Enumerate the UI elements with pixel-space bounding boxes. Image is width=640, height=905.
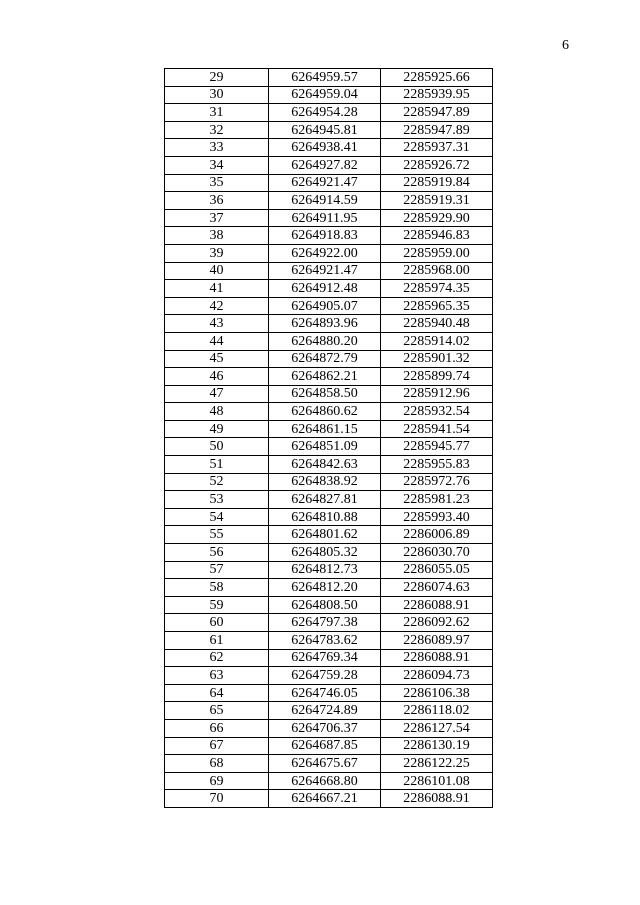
table-row	[165, 297, 493, 315]
x-coordinate-cell: 6264893.96	[269, 315, 381, 333]
table-row	[165, 579, 493, 597]
point-number-cell: 59	[165, 596, 269, 614]
x-coordinate-cell: 6264687.85	[269, 737, 381, 755]
point-number-cell: 67	[165, 737, 269, 755]
x-coordinate-cell: 6264860.62	[269, 403, 381, 421]
y-coordinate-cell: 2286094.73	[381, 667, 493, 685]
point-number-cell: 58	[165, 579, 269, 597]
y-coordinate-cell: 2285925.66	[381, 69, 493, 87]
x-coordinate-cell: 6264959.57	[269, 69, 381, 87]
x-coordinate-cell: 6264783.62	[269, 632, 381, 650]
table-row	[165, 755, 493, 773]
point-number-cell: 42	[165, 297, 269, 315]
y-coordinate-cell: 2285959.00	[381, 244, 493, 262]
point-number-cell: 61	[165, 632, 269, 650]
y-coordinate-cell: 2286101.08	[381, 772, 493, 790]
point-number-cell: 63	[165, 667, 269, 685]
y-coordinate-cell: 2285914.02	[381, 332, 493, 350]
y-coordinate-cell: 2286127.54	[381, 719, 493, 737]
table-row	[165, 104, 493, 122]
y-coordinate-cell: 2285901.32	[381, 350, 493, 368]
x-coordinate-cell: 6264938.41	[269, 139, 381, 157]
y-coordinate-cell: 2285939.95	[381, 86, 493, 104]
table-row	[165, 667, 493, 685]
x-coordinate-cell: 6264812.20	[269, 579, 381, 597]
x-coordinate-cell: 6264668.80	[269, 772, 381, 790]
point-number-cell: 39	[165, 244, 269, 262]
point-number-cell: 68	[165, 755, 269, 773]
y-coordinate-cell: 2286088.91	[381, 790, 493, 808]
point-number-cell: 66	[165, 719, 269, 737]
x-coordinate-cell: 6264918.83	[269, 227, 381, 245]
point-number-cell: 31	[165, 104, 269, 122]
point-number-cell: 47	[165, 385, 269, 403]
y-coordinate-cell: 2285968.00	[381, 262, 493, 280]
point-number-cell: 51	[165, 456, 269, 474]
point-number-cell: 62	[165, 649, 269, 667]
x-coordinate-cell: 6264827.81	[269, 491, 381, 509]
table-row	[165, 508, 493, 526]
table-row	[165, 632, 493, 650]
y-coordinate-cell: 2286122.25	[381, 755, 493, 773]
coordinates-table-body	[165, 69, 493, 808]
point-number-cell: 43	[165, 315, 269, 333]
x-coordinate-cell: 6264872.79	[269, 350, 381, 368]
table-row	[165, 772, 493, 790]
x-coordinate-cell: 6264759.28	[269, 667, 381, 685]
y-coordinate-cell: 2285912.96	[381, 385, 493, 403]
table-row	[165, 280, 493, 298]
x-coordinate-cell: 6264842.63	[269, 456, 381, 474]
point-number-cell: 29	[165, 69, 269, 87]
y-coordinate-cell: 2285947.89	[381, 104, 493, 122]
table-row	[165, 139, 493, 157]
point-number-cell: 70	[165, 790, 269, 808]
table-row	[165, 702, 493, 720]
point-number-cell: 34	[165, 156, 269, 174]
y-coordinate-cell: 2285972.76	[381, 473, 493, 491]
table-row	[165, 174, 493, 192]
y-coordinate-cell: 2286088.91	[381, 649, 493, 667]
x-coordinate-cell: 6264675.67	[269, 755, 381, 773]
y-coordinate-cell: 2286006.89	[381, 526, 493, 544]
table-row	[165, 649, 493, 667]
x-coordinate-cell: 6264805.32	[269, 544, 381, 562]
y-coordinate-cell: 2286030.70	[381, 544, 493, 562]
y-coordinate-cell: 2286055.05	[381, 561, 493, 579]
table-row	[165, 385, 493, 403]
y-coordinate-cell: 2286106.38	[381, 684, 493, 702]
x-coordinate-cell: 6264921.47	[269, 174, 381, 192]
table-row	[165, 332, 493, 350]
x-coordinate-cell: 6264880.20	[269, 332, 381, 350]
point-number-cell: 37	[165, 209, 269, 227]
x-coordinate-cell: 6264858.50	[269, 385, 381, 403]
point-number-cell: 53	[165, 491, 269, 509]
x-coordinate-cell: 6264914.59	[269, 192, 381, 210]
point-number-cell: 55	[165, 526, 269, 544]
x-coordinate-cell: 6264724.89	[269, 702, 381, 720]
point-number-cell: 30	[165, 86, 269, 104]
y-coordinate-cell: 2285926.72	[381, 156, 493, 174]
x-coordinate-cell: 6264706.37	[269, 719, 381, 737]
table-row	[165, 438, 493, 456]
x-coordinate-cell: 6264945.81	[269, 121, 381, 139]
point-number-cell: 33	[165, 139, 269, 157]
point-number-cell: 35	[165, 174, 269, 192]
page-number: 6	[562, 38, 569, 53]
y-coordinate-cell: 2285945.77	[381, 438, 493, 456]
x-coordinate-cell: 6264769.34	[269, 649, 381, 667]
y-coordinate-cell: 2286130.19	[381, 737, 493, 755]
coordinates-table	[164, 68, 493, 808]
x-coordinate-cell: 6264861.15	[269, 420, 381, 438]
table-row	[165, 737, 493, 755]
y-coordinate-cell: 2285946.83	[381, 227, 493, 245]
table-row	[165, 561, 493, 579]
table-row	[165, 86, 493, 104]
table-row	[165, 526, 493, 544]
point-number-cell: 38	[165, 227, 269, 245]
y-coordinate-cell: 2286092.62	[381, 614, 493, 632]
point-number-cell: 64	[165, 684, 269, 702]
table-row	[165, 491, 493, 509]
table-row	[165, 456, 493, 474]
point-number-cell: 45	[165, 350, 269, 368]
table-row	[165, 719, 493, 737]
x-coordinate-cell: 6264954.28	[269, 104, 381, 122]
x-coordinate-cell: 6264921.47	[269, 262, 381, 280]
table-row	[165, 350, 493, 368]
point-number-cell: 69	[165, 772, 269, 790]
table-row	[165, 684, 493, 702]
y-coordinate-cell: 2285965.35	[381, 297, 493, 315]
point-number-cell: 52	[165, 473, 269, 491]
y-coordinate-cell: 2286089.97	[381, 632, 493, 650]
table-row	[165, 209, 493, 227]
table-row	[165, 596, 493, 614]
x-coordinate-cell: 6264911.95	[269, 209, 381, 227]
table-row	[165, 544, 493, 562]
y-coordinate-cell: 2285919.31	[381, 192, 493, 210]
y-coordinate-cell: 2285932.54	[381, 403, 493, 421]
y-coordinate-cell: 2285899.74	[381, 368, 493, 386]
x-coordinate-cell: 6264905.07	[269, 297, 381, 315]
x-coordinate-cell: 6264851.09	[269, 438, 381, 456]
point-number-cell: 60	[165, 614, 269, 632]
point-number-cell: 57	[165, 561, 269, 579]
point-number-cell: 56	[165, 544, 269, 562]
x-coordinate-cell: 6264912.48	[269, 280, 381, 298]
x-coordinate-cell: 6264959.04	[269, 86, 381, 104]
point-number-cell: 65	[165, 702, 269, 720]
y-coordinate-cell: 2285940.48	[381, 315, 493, 333]
y-coordinate-cell: 2286118.02	[381, 702, 493, 720]
table-row	[165, 420, 493, 438]
y-coordinate-cell: 2286088.91	[381, 596, 493, 614]
x-coordinate-cell: 6264812.73	[269, 561, 381, 579]
y-coordinate-cell: 2285981.23	[381, 491, 493, 509]
table-row	[165, 156, 493, 174]
x-coordinate-cell: 6264801.62	[269, 526, 381, 544]
y-coordinate-cell: 2285919.84	[381, 174, 493, 192]
y-coordinate-cell: 2285937.31	[381, 139, 493, 157]
table-row	[165, 244, 493, 262]
x-coordinate-cell: 6264797.38	[269, 614, 381, 632]
x-coordinate-cell: 6264808.50	[269, 596, 381, 614]
point-number-cell: 50	[165, 438, 269, 456]
table-row	[165, 614, 493, 632]
y-coordinate-cell: 2285941.54	[381, 420, 493, 438]
table-row	[165, 69, 493, 87]
table-row	[165, 368, 493, 386]
y-coordinate-cell: 2285974.35	[381, 280, 493, 298]
point-number-cell: 44	[165, 332, 269, 350]
x-coordinate-cell: 6264667.21	[269, 790, 381, 808]
table-row	[165, 473, 493, 491]
table-row	[165, 790, 493, 808]
y-coordinate-cell: 2285929.90	[381, 209, 493, 227]
point-number-cell: 40	[165, 262, 269, 280]
point-number-cell: 49	[165, 420, 269, 438]
x-coordinate-cell: 6264746.05	[269, 684, 381, 702]
x-coordinate-cell: 6264922.00	[269, 244, 381, 262]
point-number-cell: 46	[165, 368, 269, 386]
x-coordinate-cell: 6264862.21	[269, 368, 381, 386]
x-coordinate-cell: 6264927.82	[269, 156, 381, 174]
point-number-cell: 32	[165, 121, 269, 139]
point-number-cell: 48	[165, 403, 269, 421]
y-coordinate-cell: 2285947.89	[381, 121, 493, 139]
y-coordinate-cell: 2285955.83	[381, 456, 493, 474]
point-number-cell: 41	[165, 280, 269, 298]
y-coordinate-cell: 2285993.40	[381, 508, 493, 526]
point-number-cell: 36	[165, 192, 269, 210]
table-row	[165, 262, 493, 280]
table-row	[165, 315, 493, 333]
table-row	[165, 121, 493, 139]
y-coordinate-cell: 2286074.63	[381, 579, 493, 597]
table-row	[165, 227, 493, 245]
table-row	[165, 403, 493, 421]
point-number-cell: 54	[165, 508, 269, 526]
table-row	[165, 192, 493, 210]
x-coordinate-cell: 6264810.88	[269, 508, 381, 526]
x-coordinate-cell: 6264838.92	[269, 473, 381, 491]
